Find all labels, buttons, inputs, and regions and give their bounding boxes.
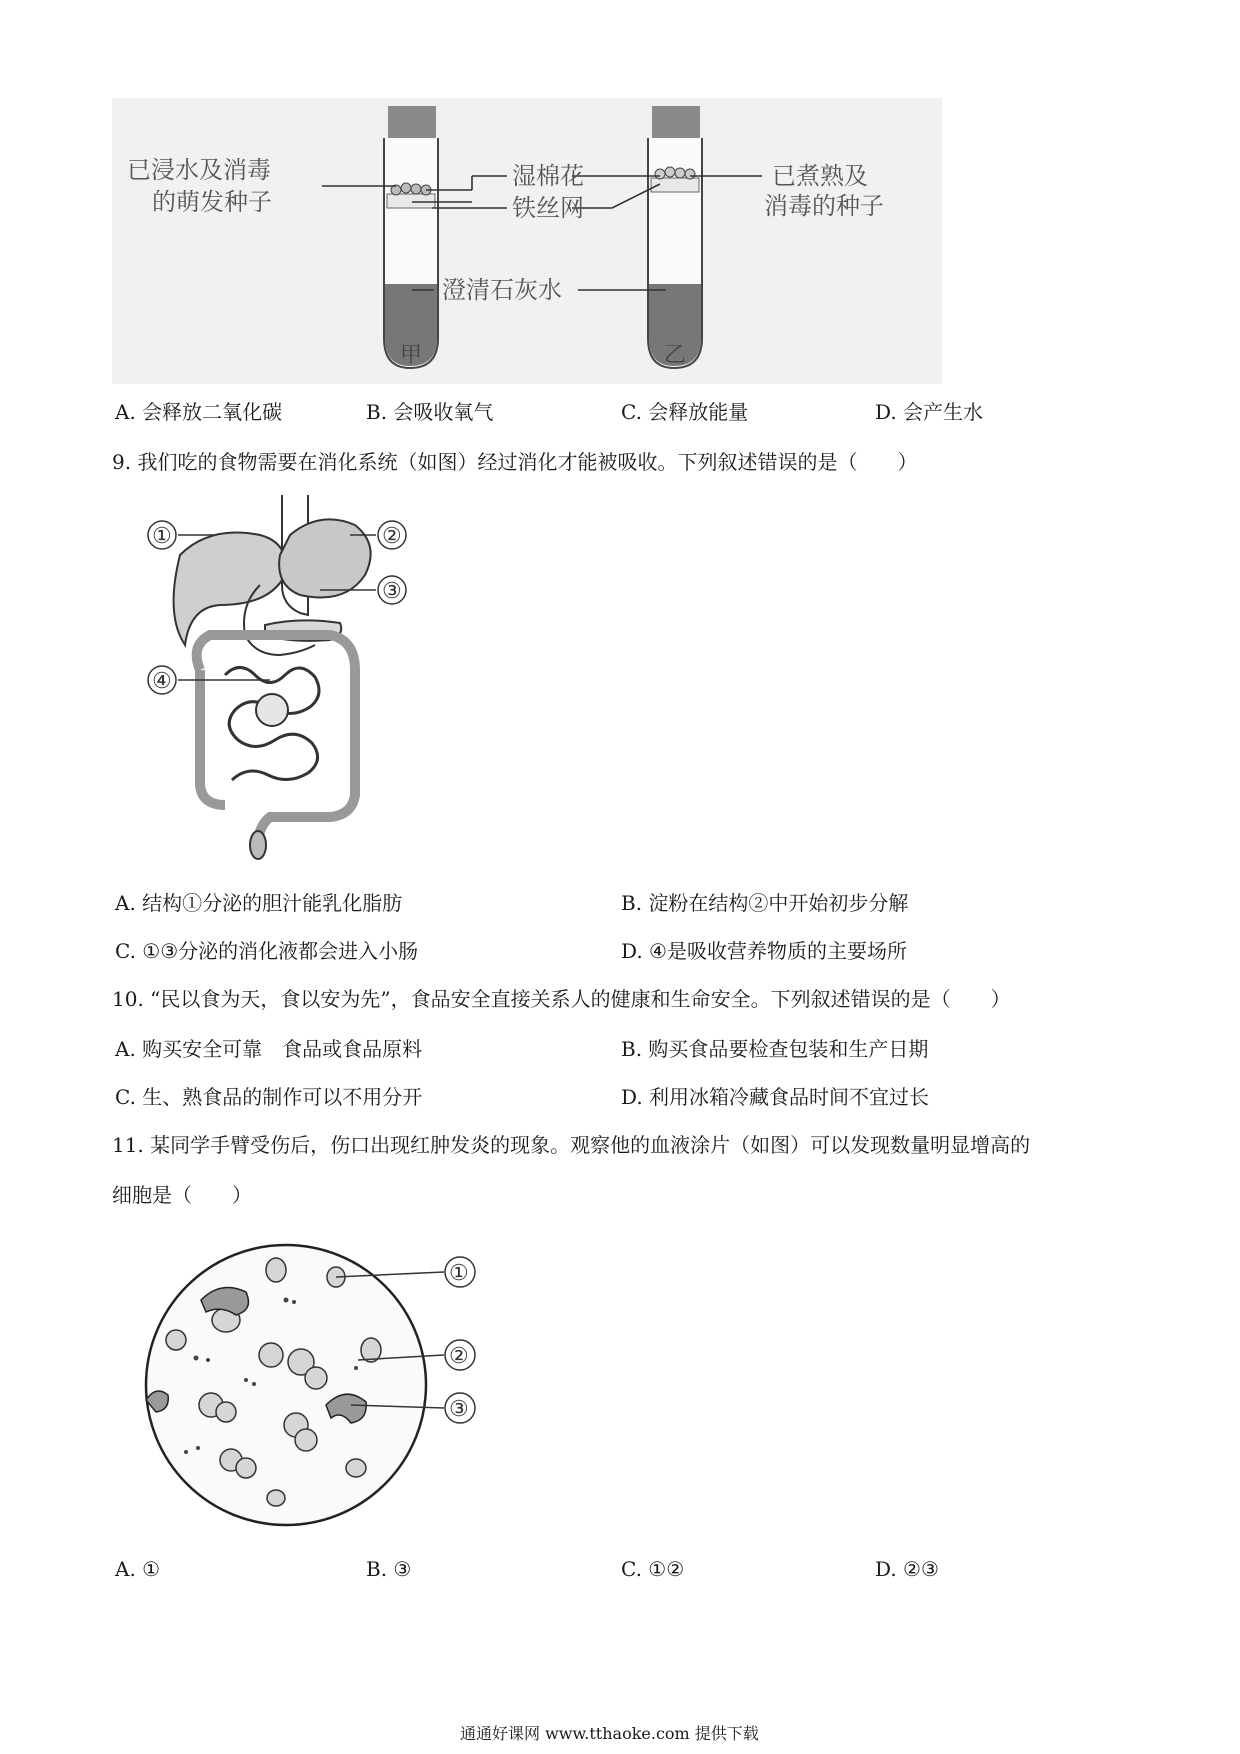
marker-2: ②	[382, 524, 402, 549]
q11-option-a: A. ①	[115, 1557, 161, 1581]
q11-option-d: D. ②③	[875, 1557, 939, 1581]
q8-option-d: D. 会产生水	[875, 400, 984, 424]
q10-option-d: D. 利用冰箱冷藏食品时间不宜过长	[621, 1085, 930, 1109]
marker-2: ②	[449, 1344, 469, 1369]
q9-option-a: A. 结构①分泌的胆汁能乳化脂肪	[115, 891, 403, 915]
q10-option-c: C. 生、熟食品的制作可以不用分开	[115, 1085, 423, 1109]
marker-3: ③	[382, 579, 402, 604]
q10-option-b: B. 购买食品要检查包装和生产日期	[621, 1037, 929, 1061]
marker-1: ①	[449, 1261, 469, 1286]
label-wire-mesh: 铁丝网	[512, 194, 584, 222]
q8-option-b: B. 会吸收氧气	[366, 400, 494, 424]
q11-stem-line1: 11. 某同学手臂受伤后，伤口出现红肿发炎的现象。观察他的血液涂片（如图）可以发现数量明显增高的	[112, 1133, 1031, 1157]
q11-blood-smear-figure	[126, 1240, 546, 1530]
label-boiled-seeds-1: 已煮熟及	[772, 162, 868, 190]
q11-option-b: B. ③	[366, 1557, 412, 1581]
q9-option-d: D. ④是吸收营养物质的主要场所	[621, 939, 907, 963]
q9-stem: 9. 我们吃的食物需要在消化系统（如图）经过消化才能被吸收。下列叙述错误的是（ ）	[112, 450, 918, 474]
q9-option-b: B. 淀粉在结构②中开始初步分解	[621, 891, 909, 915]
label-limewater: 澄清石灰水	[442, 276, 562, 304]
q8-figure	[112, 98, 942, 384]
label-germinating-seeds-1: 已浸水及消毒	[127, 156, 271, 184]
q8-option-c: C. 会释放能量	[621, 400, 749, 424]
label-wet-cotton: 湿棉花	[512, 162, 584, 190]
test-tube-b	[648, 106, 702, 368]
label-tube-b: 乙	[664, 343, 687, 368]
q10-option-a: A. 购买安全可靠 食品或食品原料	[115, 1037, 423, 1061]
marker-1: ①	[152, 524, 172, 549]
q11-option-c: C. ①②	[621, 1557, 685, 1581]
q9-digestive-system-figure	[130, 495, 450, 865]
q10-stem: 10. “民以食为天，食以安为先”，食品安全直接关系人的健康和生命安全。下列叙述错误的是（ ）	[112, 987, 1011, 1011]
marker-4: ④	[152, 669, 172, 694]
marker-3: ③	[449, 1397, 469, 1422]
page-footer: 通通好课网 www.tthaoke.com 提供下载	[460, 1724, 759, 1743]
label-germinating-seeds-2: 的萌发种子	[152, 188, 272, 216]
q9-option-c: C. ①③分泌的消化液都会进入小肠	[115, 939, 419, 963]
q11-stem-line2: 细胞是（ ）	[112, 1183, 252, 1207]
q8-option-a: A. 会释放二氧化碳	[115, 400, 283, 424]
label-boiled-seeds-2: 消毒的种子	[764, 192, 884, 220]
label-tube-a: 甲	[400, 343, 423, 368]
test-tube-a	[384, 106, 438, 368]
